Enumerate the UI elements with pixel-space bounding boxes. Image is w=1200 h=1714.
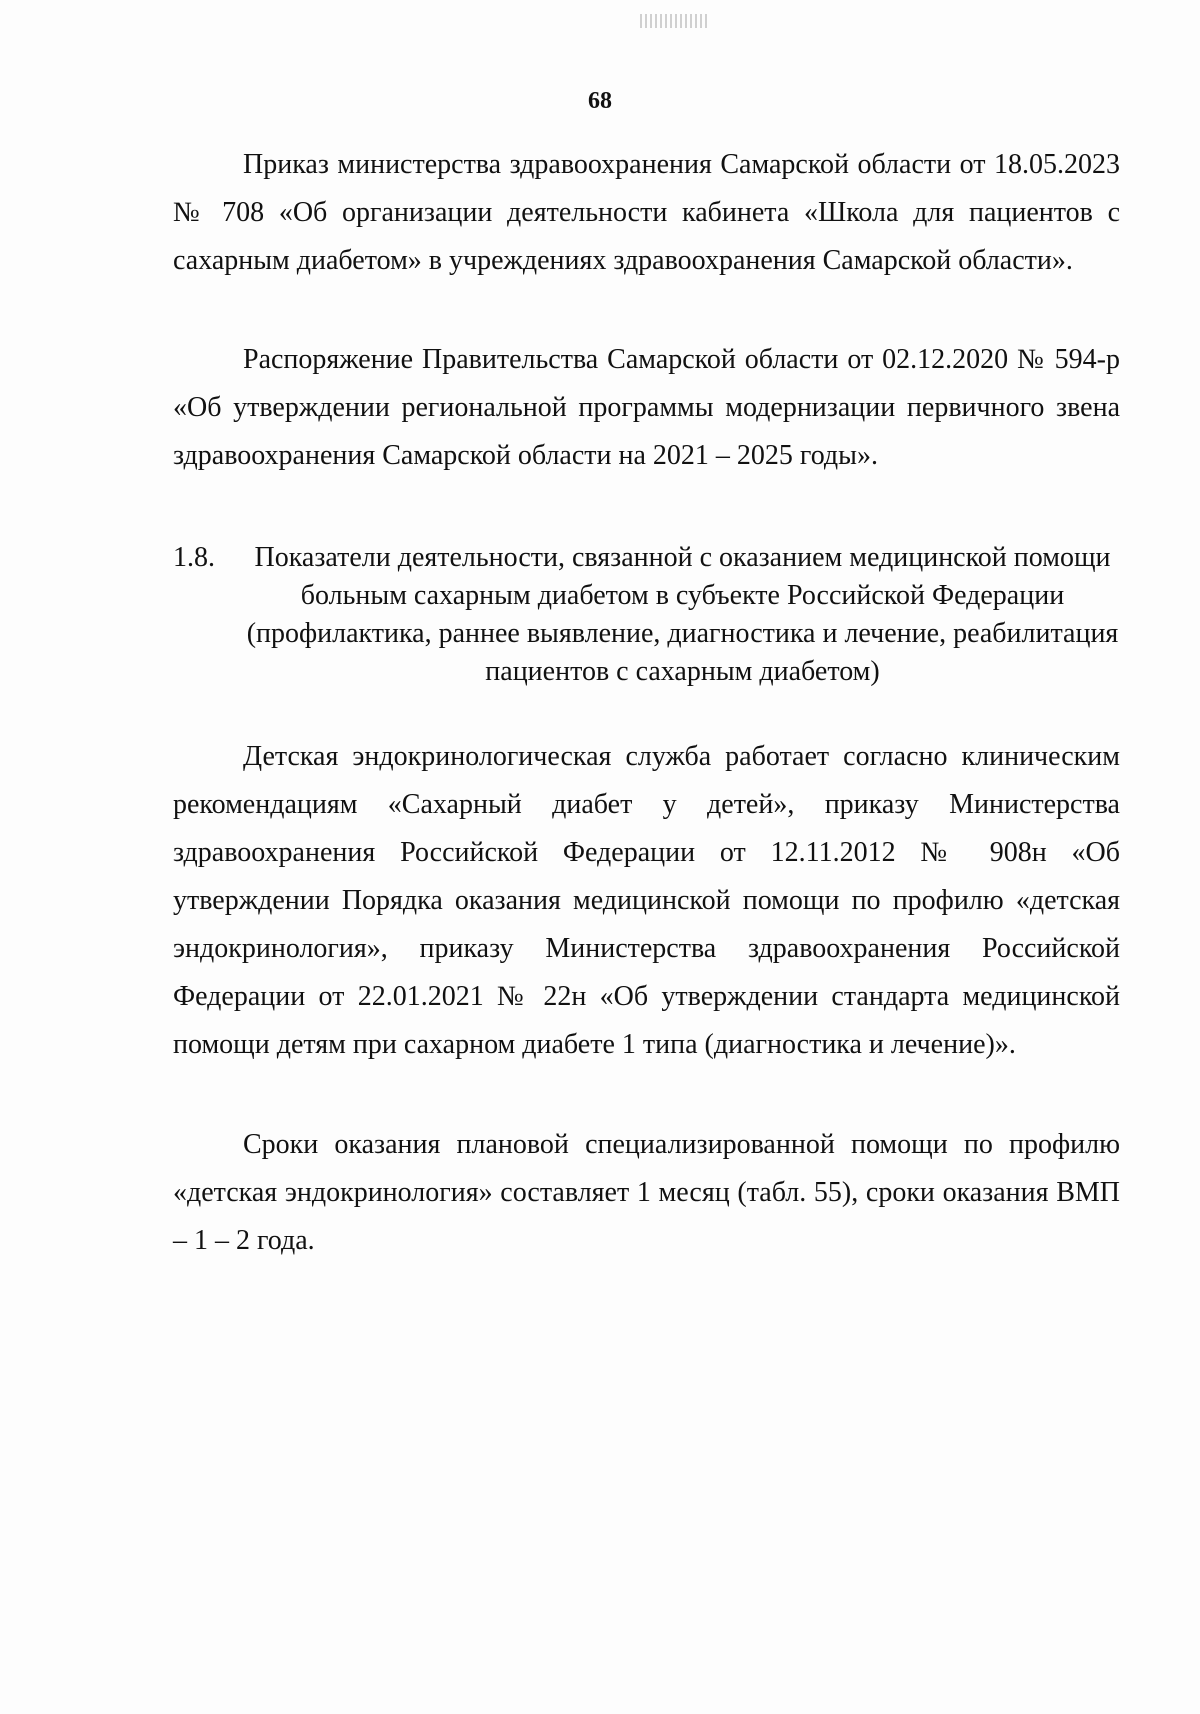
section-number: 1.8. [173, 542, 215, 573]
paragraph-pediatric-service: Детская эндокринологическая служба работает согласно клиническим рекомендациям «Сахарный диабет у детей», приказу Министерства здравоохранения Российской Федерации от 12.11.2012 № 908н «Об утверждении Порядка оказания медицинской помощи по профилю «детская эндокринология», приказу Министерства здравоохранения Российской Федерации от 22.01.2021 № 22н «Об утверждении стандарта медицинской помощи детям при сахарном диабете 1 типа (диагностика и лечение)». [173, 741, 1120, 1060]
paragraph-decree-594: Распоряжение Правительства Самарской области от 02.12.2020 № 594-р «Об утверждении региональной программы модернизации первичного звена здравоохранения Самарской области на 2021 – 2025 годы». [173, 344, 1120, 471]
paragraph-care-terms: Сроки оказания плановой специализированной помощи по профилю «детская эндокринология» составляет 1 месяц (табл. 55), сроки оказания ВМП – 1 – 2 года. [173, 1129, 1120, 1256]
section-title: Показатели деятельности, связанной с оказанием медицинской помощи больным сахарным диабетом в субъекте Российской Федерации (профилактика, раннее выявление, диагностика и лечение, реабилитация пациентов с сахарным диабетом) [246, 542, 1119, 687]
scan-artifact [640, 14, 710, 28]
paragraph-order-708: Приказ министерства здравоохранения Самарской области от 18.05.2023 № 708 «Об организации деятельности кабинета «Школа для пациентов с сахарным диабетом» в учреждениях здравоохранения Самарской области». [173, 149, 1120, 276]
section-heading [173, 539, 1120, 691]
page-number: 68 [588, 88, 612, 114]
